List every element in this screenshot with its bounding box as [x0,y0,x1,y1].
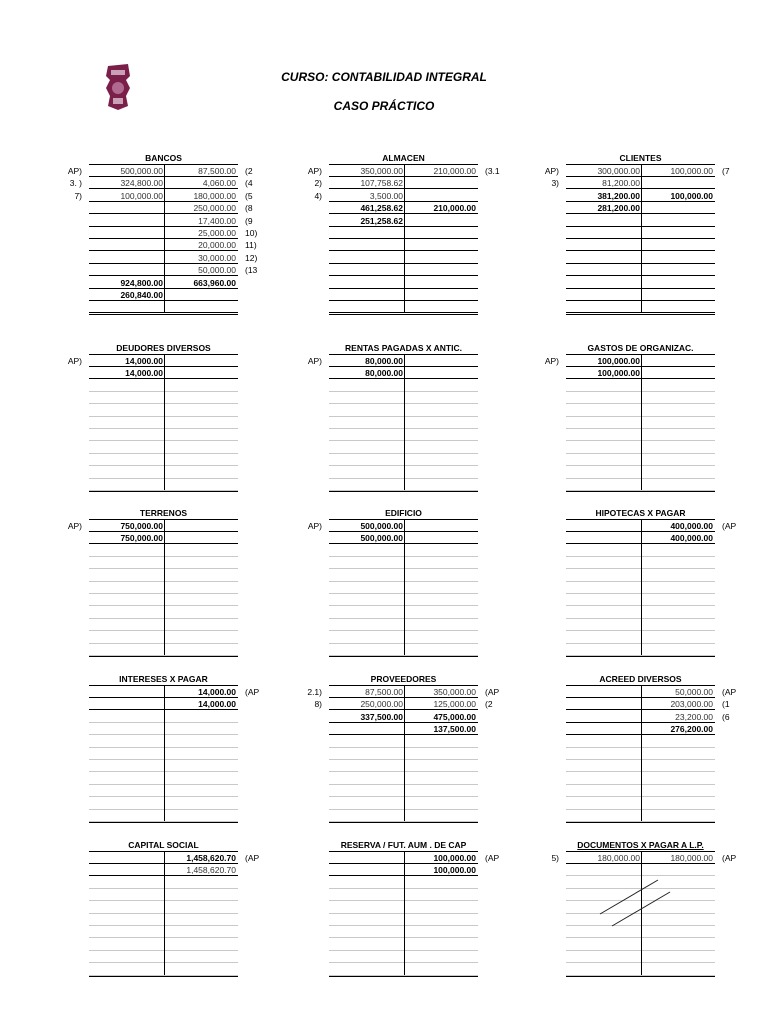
credit-amount: 210,000.00 [433,166,476,176]
credit-amount [406,520,476,532]
debit-amount: 750,000.00 [120,533,163,544]
credit-amount: 20,000.00 [198,240,236,251]
entry-ref-right: 11) [245,240,257,251]
debit-amount: 350,000.00 [360,166,403,176]
debit-amount: 14,000.00 [125,368,163,379]
debit-amount: 500,000.00 [360,521,403,531]
credit-amount [643,367,713,379]
entry-ref-right: (6 [722,711,730,722]
credit-amount [166,289,236,301]
t-account-almacen [307,153,500,316]
credit-amount: 125,000.00 [433,699,476,710]
debit-amount: 80,000.00 [365,368,403,379]
credit-amount [643,177,713,189]
entry-ref-right: (5 [245,190,253,201]
credit-amount: 210,000.00 [433,203,476,214]
debit-amount: 500,000.00 [120,166,163,176]
entry-ref-left: 4) [314,190,322,201]
credit-amount: 180,000.00 [670,853,713,863]
credit-amount: 663,960.00 [193,277,236,288]
account-center-rule [164,519,165,655]
debit-amount [89,239,163,251]
debit-amount: 81,200.00 [602,178,640,189]
credit-amount [166,520,236,532]
credit-amount: 100,000.00 [433,865,476,876]
credit-amount: 100,000.00 [433,853,476,863]
entry-ref-left: 2.1) [307,687,322,697]
debit-amount [89,215,163,227]
credit-amount: 23,200.00 [675,711,713,722]
debit-amount: 300,000.00 [597,166,640,176]
debit-amount: 14,000.00 [125,356,163,366]
account-bottom-rule [566,491,715,492]
t-account-edificio [307,508,478,658]
credit-amount: 30,000.00 [198,252,236,263]
credit-amount [643,355,713,367]
debit-amount [89,852,163,864]
credit-amount [406,367,476,379]
credit-amount: 14,000.00 [198,699,236,710]
debit-amount [566,723,640,735]
t-account-acreed-diversos [566,674,737,824]
account-bottom-rule [329,314,478,315]
credit-amount: 475,000.00 [433,711,476,722]
debit-amount [89,864,163,876]
account-center-rule [404,685,405,821]
debit-amount [89,698,163,710]
credit-amount: 137,500.00 [433,724,476,735]
entry-ref-left: AP) [544,166,559,176]
account-bottom-rule [89,822,238,823]
t-account-rentas-pagadas-x-antic [307,343,478,493]
entry-ref-left: AP) [67,356,82,366]
document-title: CURSO: CONTABILIDAD INTEGRAL [281,70,487,84]
credit-amount: 276,200.00 [670,724,713,735]
credit-amount: 250,000.00 [193,203,236,214]
debit-amount [329,723,403,735]
credit-amount [406,532,476,544]
account-bottom-rule [89,491,238,492]
account-bottom-rule [89,656,238,657]
entry-ref-right: (2 [245,166,253,176]
debit-amount [566,520,640,532]
credit-amount: 25,000.00 [198,228,236,238]
debit-amount [89,227,163,239]
entry-ref-right: (AP [485,853,500,863]
debit-amount: 924,800.00 [120,277,163,288]
account-center-rule [404,354,405,490]
t-account-reserva-fut-aum-de-cap [329,840,500,978]
debit-amount [89,264,163,276]
entry-ref-left: 8) [314,699,322,710]
entry-ref-left: AP) [544,356,559,366]
entry-ref-right: (AP [722,687,737,697]
debit-amount: 3,500.00 [369,190,403,201]
credit-amount: 100,000.00 [670,166,713,176]
entry-ref-right: (9 [245,215,253,226]
entry-ref-right: 12) [245,252,258,263]
entry-ref-right: (4 [245,178,253,189]
entry-ref-left: 5) [551,853,559,863]
account-title: GASTOS DE ORGANIZAC. [587,343,694,353]
document-subtitle: CASO PRÁCTICO [333,99,435,113]
account-title: INTERESES X PAGAR [119,674,208,684]
credit-amount: 400,000.00 [670,533,713,544]
debit-amount: 324,800.00 [120,178,163,189]
credit-amount: 50,000.00 [675,687,713,697]
debit-amount: 251,258.62 [360,215,403,226]
debit-amount: 100,000.00 [597,368,640,379]
account-center-rule [164,354,165,490]
debit-amount [89,686,163,698]
credit-amount [406,177,476,189]
entry-ref-left: AP) [307,521,322,531]
credit-amount [643,202,713,214]
entry-ref-right: (AP [722,521,737,531]
account-bottom-rule [566,314,715,315]
t-account-intereses-x-pagar [89,674,260,824]
debit-amount: 750,000.00 [120,521,163,531]
t-account-proveedores [307,674,500,824]
entry-ref-right: (AP [722,853,737,863]
account-title: ALMACEN [382,153,425,163]
debit-amount: 100,000.00 [120,190,163,201]
debit-amount [566,532,640,544]
debit-amount [329,852,403,864]
debit-amount: 461,258.62 [360,203,403,214]
debit-amount [329,864,403,876]
account-bottom-rule [329,656,478,657]
cancel-slash-marks [566,870,715,950]
account-bottom-rule [329,976,478,977]
entry-ref-left: 7) [74,190,82,201]
credit-amount [406,355,476,367]
account-title: DEUDORES DIVERSOS [116,343,211,353]
account-bottom-rule [89,314,238,315]
credit-amount: 14,000.00 [198,687,236,697]
account-center-rule [641,164,642,313]
t-account-deudores-diversos [67,343,238,493]
entry-ref-left: 3) [551,178,559,189]
account-bottom-rule [566,656,715,657]
credit-amount [166,355,236,367]
entry-ref-right: (2 [485,699,493,710]
entry-ref-left: AP) [307,166,322,176]
account-center-rule [641,354,642,490]
debit-amount: 337,500.00 [360,711,403,722]
credit-amount: 87,500.00 [198,166,236,176]
entry-ref-right: (3.1 [485,166,500,176]
entry-ref-right: 10) [245,228,258,238]
account-title: HIPOTECAS X PAGAR [595,508,686,518]
entry-ref-right: (AP [245,687,260,697]
account-title: CAPITAL SOCIAL [128,840,199,850]
cancel-slash [600,880,658,914]
t-account-terrenos [67,508,238,658]
account-center-rule [404,164,405,313]
credit-amount: 1,458,620.70 [186,853,236,863]
debit-amount: 281,200.00 [597,203,640,214]
entry-ref-left: AP) [307,356,322,366]
entry-ref-right: (13 [245,265,258,276]
t-account-gastos-de-organizac [544,343,715,493]
account-title: PROVEEDORES [370,674,437,684]
entry-ref-right: (8 [245,203,253,214]
credit-amount: 100,000.00 [670,190,713,201]
debit-amount [89,252,163,264]
account-title: CLIENTES [619,153,662,163]
credit-amount [406,215,476,227]
account-center-rule [641,519,642,655]
entry-ref-right: (AP [485,687,500,697]
account-center-rule [164,164,165,313]
debit-amount: 87,500.00 [365,687,403,697]
t-account-clientes [544,153,730,316]
account-bottom-rule [329,822,478,823]
entry-ref-left: 3. ) [69,178,82,189]
account-bottom-rule [329,491,478,492]
t-account-hipotecas-x-pagar [566,508,737,658]
account-center-rule [164,851,165,975]
entry-ref-left: 2) [314,178,322,189]
t-account-bancos [67,153,258,316]
account-title: RESERVA / FUT. AUM . DE CAP [340,840,467,850]
t-account-capital-social [89,840,260,978]
credit-amount: 203,000.00 [670,699,713,710]
debit-amount [89,202,163,214]
credit-amount: 4,060.00 [202,178,236,189]
credit-amount [166,367,236,379]
account-center-rule [404,851,405,975]
entry-ref-right: (1 [722,699,730,710]
debit-amount [566,686,640,698]
entry-ref-right: (7 [722,166,730,176]
debit-amount: 260,840.00 [120,290,163,300]
account-title: RENTAS PAGADAS X ANTIC. [345,343,462,353]
account-bottom-rule [89,976,238,977]
credit-amount: 50,000.00 [198,265,236,276]
credit-amount: 400,000.00 [670,521,713,531]
account-title: EDIFICIO [385,508,422,518]
account-center-rule [641,685,642,821]
credit-amount: 17,400.00 [198,215,236,226]
account-title: ACREED DIVERSOS [599,674,682,684]
t-account-documentos-x-pagar-a-l-p [551,840,737,978]
debit-amount [566,698,640,710]
cancel-slash [612,892,670,926]
entry-ref-right: (AP [245,853,260,863]
debit-amount: 500,000.00 [360,533,403,544]
debit-amount: 250,000.00 [360,699,403,710]
debit-amount [566,711,640,723]
debit-amount: 80,000.00 [365,356,403,366]
credit-amount: 180,000.00 [193,190,236,201]
entry-ref-left: AP) [67,166,82,176]
account-bottom-rule [566,976,715,977]
entry-ref-left: AP) [67,521,82,531]
account-center-rule [164,685,165,821]
credit-amount [406,190,476,202]
credit-amount: 350,000.00 [433,687,476,697]
account-center-rule [404,519,405,655]
debit-amount: 180,000.00 [597,853,640,863]
account-title: DOCUMENTOS X PAGAR A L.P. [577,840,704,850]
debit-amount: 100,000.00 [597,356,640,366]
credit-amount: 1,458,620.70 [186,865,236,876]
account-title: BANCOS [145,153,182,163]
account-title: TERRENOS [139,508,188,518]
account-bottom-rule [566,822,715,823]
credit-amount [166,532,236,544]
debit-amount: 107,758.62 [360,178,403,189]
debit-amount: 381,200.00 [597,190,640,201]
